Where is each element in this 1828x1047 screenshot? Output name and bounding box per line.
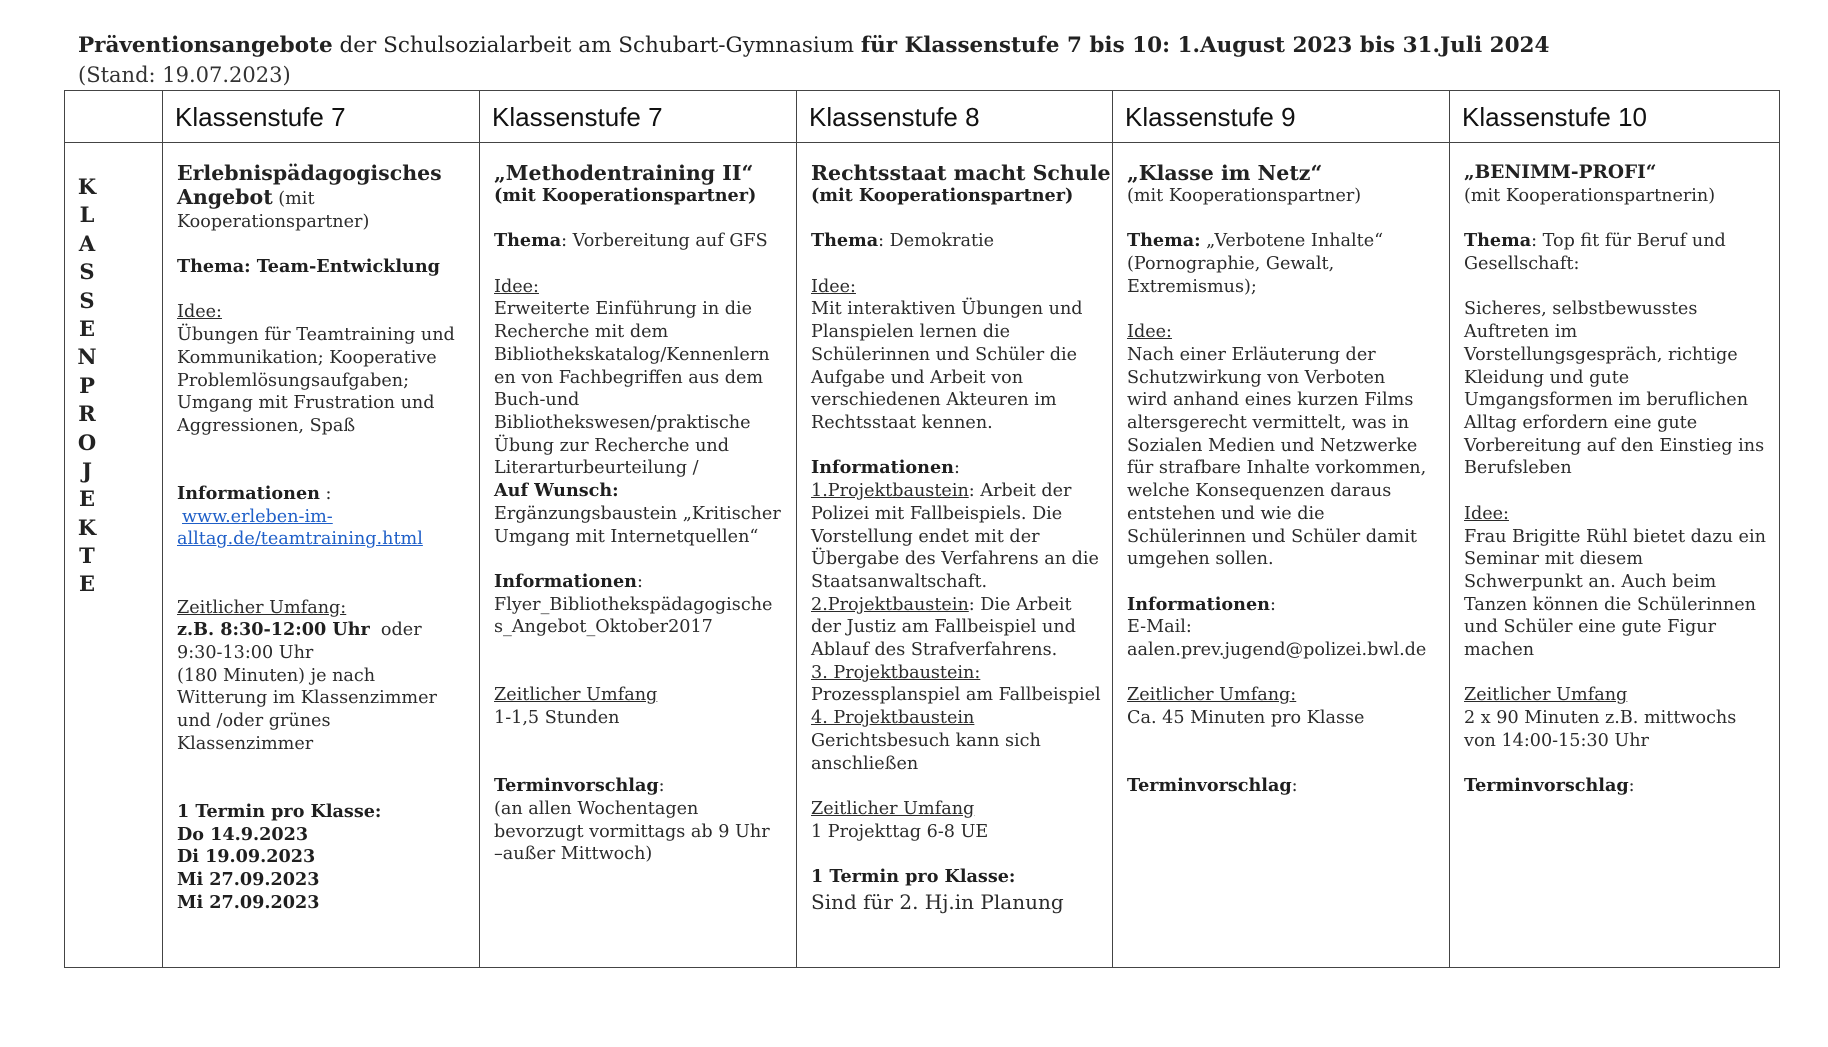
col2-idee-line: Literarturbeurteilung /	[494, 458, 699, 479]
col5-thema-line: Gesellschaft:	[1464, 254, 1580, 275]
col3-idee-label: Idee:	[811, 276, 856, 297]
col1-termin-date: Mi 27.09.2023	[177, 868, 320, 890]
col2-termin-line: –außer Mittwoch)	[494, 844, 653, 865]
col2-wunsch-label: Auf Wunsch:	[494, 480, 619, 502]
col4-thema-label: Thema:	[1127, 230, 1201, 252]
col5-termin-label: Terminvorschlag	[1464, 775, 1629, 797]
col3-baustein-4-label: 4. Projektbaustein	[811, 708, 975, 729]
col3-idee-line: Rechtsstaat kennen.	[811, 413, 993, 433]
col1-umfang-line: (180 Minuten) je nach	[177, 665, 376, 686]
col4-termin-colon: :	[1291, 776, 1298, 797]
teamtraining-link-cont[interactable]: alltag.de/teamtraining.html	[177, 529, 423, 550]
col4-info-line: E-Mail:	[1127, 617, 1192, 638]
col4-idee-line: Nach einer Erläuterung der	[1127, 344, 1376, 365]
col5-text-line: Vorstellungsgespräch, richtige	[1464, 344, 1738, 365]
col1-title: Erlebnispädagogisches	[177, 161, 442, 185]
col2-info-colon: :	[636, 571, 643, 592]
col4-title: „Klasse im Netz“	[1127, 161, 1323, 185]
col1-thema: Thema: Team-Entwicklung	[177, 256, 440, 278]
col4-idee-line: Sozialen Medien und Netzwerke	[1127, 435, 1418, 456]
title-bold-1: Präventionsangebote	[78, 33, 333, 58]
col3-baustein-3-label: 3. Projektbaustein:	[811, 662, 981, 683]
col2-wunsch-line: Umgang mit Internetquellen“	[494, 526, 759, 547]
col4-idee-line: umgehen sollen.	[1127, 549, 1274, 570]
col1-termin-date: Mi 27.09.2023	[177, 891, 320, 913]
side-letter: N	[77, 344, 97, 370]
col5-idee-label: Idee:	[1464, 503, 1509, 524]
col5-text-line: Vorbereitung auf den Einstieg ins	[1464, 435, 1765, 456]
col1-umfang-line: und /oder grünes	[177, 711, 331, 732]
col5-umfang-line: 2 x 90 Minuten z.B. mittwochs	[1464, 708, 1737, 729]
col1-idee-line: Übungen für Teamtraining und	[177, 325, 455, 346]
col1-info-label: Informationen	[177, 483, 320, 505]
side-letter: E	[78, 571, 95, 597]
col-erlebnispaedagogik	[177, 161, 477, 914]
col1-info-colon: :	[319, 484, 332, 505]
col3-idee-line: Schülerinnen und Schüler die	[811, 344, 1078, 365]
col1-title-b: Angebot	[177, 185, 273, 209]
col3-baustein-2-text: : Die Arbeit	[968, 594, 1072, 615]
col2-wunsch-line: Ergänzungsbaustein „Kritischer	[494, 503, 781, 524]
col3-umfang-label: Zeitlicher Umfang	[811, 798, 975, 819]
col4-thema-line: Extremismus);	[1127, 276, 1257, 297]
col2-idee-line: Übung zur Recherche und	[494, 435, 729, 456]
col3-idee-line: verschiedenen Akteuren im	[811, 390, 1057, 411]
header-klassenstufe-10: Klassenstufe 10	[1462, 102, 1648, 132]
col2-thema-label: Thema	[494, 230, 562, 252]
stand-date: (Stand: 19.07.2023)	[78, 63, 291, 87]
col2-idee-line: en von Fachbegriffen aus dem	[494, 367, 764, 388]
col4-umfang-label: Zeitlicher Umfang:	[1127, 685, 1297, 706]
col3-baustein-1-text: : Arbeit der	[968, 481, 1072, 502]
col2-idee-label: Idee:	[494, 276, 539, 297]
col3-baustein-1-label: 1.Projektbaustein	[811, 481, 969, 502]
header-klassenstufe-7b: Klassenstufe 7	[492, 102, 663, 132]
col-benimm-profi	[1464, 161, 1776, 798]
col1-umfang-line: Witterung im Klassenzimmer	[177, 688, 437, 709]
col1-umfang-oder: oder	[369, 620, 422, 641]
col4-email[interactable]: aalen.prev.jugend@polizei.bwl.de	[1127, 640, 1427, 661]
col1-idee-line: Kommunikation; Kooperative	[177, 347, 437, 368]
col3-subtitle: (mit Kooperationspartner)	[811, 185, 1074, 206]
col5-subtitle: (mit Kooperationspartnerin)	[1464, 186, 1716, 206]
side-letter: K	[77, 514, 97, 540]
col4-idee-line: entstehen und wie die	[1127, 503, 1325, 524]
side-letter: J	[82, 457, 92, 483]
klassenprojekte-vertical-label	[65, 173, 163, 599]
col3-baustein-4-line: anschließen	[811, 753, 919, 774]
col5-text-line: Umgangsformen im beruflichen	[1464, 390, 1749, 411]
col2-title: „Methodentraining II“	[494, 161, 754, 185]
col2-termin-label: Terminvorschlag	[494, 775, 659, 797]
col5-idee-line: Seminar mit diesem	[1464, 549, 1643, 570]
col3-title: Rechtsstaat macht Schule	[811, 161, 1111, 185]
col4-thema-line: (Pornographie, Gewalt,	[1127, 254, 1335, 275]
side-letter: P	[79, 372, 95, 398]
col5-text-line: Kleidung und gute	[1464, 367, 1630, 388]
side-letter: E	[78, 315, 95, 341]
col4-thema-text: „Verbotene Inhalte“	[1200, 231, 1384, 252]
col4-subtitle: (mit Kooperationspartner)	[1127, 186, 1362, 206]
col-divider-5	[1449, 91, 1450, 967]
header-divider	[65, 142, 1779, 143]
col3-baustein-2-line: Ablauf des Strafverfahrens.	[811, 640, 1058, 661]
col1-umfang-line: 9:30-13:00 Uhr	[177, 642, 314, 663]
col3-baustein-3-line: Prozessplanspiel am Fallbeispiel	[811, 685, 1101, 706]
col3-termin-label: 1 Termin pro Klasse:	[811, 866, 1016, 888]
side-letter: L	[79, 202, 95, 228]
col4-idee-line: welche Konsequenzen daraus	[1127, 481, 1392, 502]
col2-idee-line: Bibliothekswesen/praktische	[494, 413, 751, 433]
col2-termin-line: (an allen Wochentagen	[494, 798, 699, 819]
col3-umfang-text: 1 Projekttag 6-8 UE	[811, 821, 989, 842]
col1-idee-label: Idee:	[177, 302, 222, 323]
col1-idee-line: Aggressionen, Spaß	[177, 416, 356, 436]
side-letter: O	[77, 429, 97, 455]
col3-info-colon: :	[953, 458, 960, 479]
col1-idee-line: Umgang mit Frustration und	[177, 393, 435, 414]
col4-info-colon: :	[1269, 594, 1276, 615]
col3-idee-line: Aufgabe und Arbeit von	[811, 367, 1024, 388]
col4-idee-line: Schülerinnen und Schüler damit	[1127, 526, 1417, 547]
col3-baustein-1-line: Übergabe des Verfahrens an die	[811, 549, 1099, 570]
side-letter: S	[79, 287, 95, 313]
col5-idee-line: und Schüler eine gute Figur	[1464, 617, 1717, 638]
col4-termin-label: Terminvorschlag	[1127, 775, 1292, 797]
col3-termin-text: Sind für 2. Hj.in Planung	[811, 889, 1064, 914]
col3-idee-line: Mit interaktiven Übungen und	[811, 299, 1083, 320]
col2-idee-line: Buch-und	[494, 390, 580, 411]
document-title	[78, 32, 1549, 59]
col2-termin-line: bevorzugt vormittags ab 9 Uhr	[494, 821, 770, 842]
col3-baustein-2-label: 2.Projektbaustein	[811, 594, 969, 615]
side-letter: K	[77, 174, 97, 199]
col5-umfang-line: von 14:00-15:30 Uhr	[1464, 730, 1649, 751]
col-methodentraining	[494, 161, 794, 866]
title-normal: der Schulsozialarbeit am Schubart-Gymnasium	[332, 33, 861, 58]
title-bold-2: für Klassenstufe 7 bis 10: 1.August 2023 bis 31.Juli 2024	[860, 33, 1550, 58]
col5-umfang-label: Zeitlicher Umfang	[1464, 685, 1628, 706]
col5-idee-line: machen	[1464, 640, 1535, 661]
col4-idee-label: Idee:	[1127, 322, 1172, 343]
col-divider-4	[1112, 91, 1113, 967]
col2-idee-line: Recherche mit dem	[494, 322, 669, 343]
col3-baustein-2-line: der Justiz am Fallbeispiel und	[811, 617, 1076, 638]
col3-baustein-1-line: Staatsanwaltschaft.	[811, 571, 988, 592]
header-klassenstufe-7a: Klassenstufe 7	[175, 102, 346, 132]
col2-idee-line: Erweiterte Einführung in die	[494, 299, 753, 320]
col5-termin-colon: :	[1628, 776, 1635, 797]
col1-termin-date: Di 19.09.2023	[177, 846, 316, 868]
col4-info-label: Informationen	[1127, 593, 1270, 615]
col2-info-label: Informationen	[494, 570, 637, 592]
col-klasse-im-netz	[1127, 161, 1447, 798]
col-divider-2	[479, 91, 480, 967]
col3-baustein-4-line: Gerichtsbesuch kann sich	[811, 730, 1041, 751]
col1-title-c: (mit	[272, 189, 315, 209]
side-letter: S	[79, 259, 95, 285]
col2-info-line: Flyer_Bibliothekspädagogische	[494, 594, 773, 615]
side-letter: R	[78, 401, 96, 427]
col4-idee-line: für strafbare Inhalte vorkommen,	[1127, 458, 1427, 479]
col1-umfang-label: Zeitlicher Umfang:	[177, 597, 347, 618]
col5-idee-line: Schwerpunkt an. Auch beim	[1464, 571, 1717, 592]
col5-title: „BENIMM-PROFI“	[1464, 162, 1657, 183]
col4-idee-line: altersgerecht vermittelt, was in	[1127, 413, 1410, 433]
col1-termin-date: Do 14.9.2023	[177, 823, 309, 845]
col4-idee-line: Schutzwirkung von Verboten	[1127, 367, 1386, 388]
col1-subtitle: Kooperationspartner)	[177, 211, 370, 232]
col1-idee-line: Problemlösungsaufgaben;	[177, 370, 410, 391]
col3-baustein-1-line: Vorstellung endet mit der	[811, 526, 1040, 547]
col2-subtitle: (mit Kooperationspartner)	[494, 185, 757, 206]
col5-idee-line: Tanzen können die Schülerinnen	[1464, 594, 1756, 615]
col4-umfang-text: Ca. 45 Minuten pro Klasse	[1127, 708, 1365, 729]
header-klassenstufe-8: Klassenstufe 8	[809, 102, 980, 132]
col2-termin-colon: :	[658, 776, 665, 797]
col-divider-3	[796, 91, 797, 967]
side-letter: T	[79, 543, 95, 569]
col1-umfang-time: z.B. 8:30-12:00 Uhr	[177, 619, 370, 641]
side-letter: E	[78, 486, 95, 512]
col2-umfang-label: Zeitlicher Umfang	[494, 685, 658, 706]
program-table	[64, 90, 1780, 968]
col5-thema-label: Thema	[1464, 230, 1532, 252]
col2-info-line: s_Angebot_Oktober2017	[494, 617, 713, 638]
col5-text-line: Auftreten im	[1464, 322, 1578, 343]
col2-idee-line: Bibliothekskatalog/Kennenlern	[494, 344, 770, 365]
col-rechtsstaat	[811, 161, 1111, 915]
col4-idee-line: wird anhand eines kurzen Films	[1127, 390, 1414, 411]
col2-thema-text: : Vorbereitung auf GFS	[561, 231, 768, 252]
col5-idee-line: Frau Brigitte Rühl bietet dazu ein	[1464, 526, 1766, 547]
teamtraining-link[interactable]: www.erleben-im-	[182, 506, 333, 527]
col2-umfang-text: 1-1,5 Stunden	[494, 708, 620, 729]
col5-text-line: Alltag erfordern eine gute	[1464, 413, 1698, 433]
col5-thema-text: : Top fit für Beruf und	[1531, 231, 1726, 252]
col3-baustein-1-line: Polizei mit Fallbeispiels. Die	[811, 503, 1063, 524]
col3-thema-label: Thema	[811, 230, 879, 252]
col3-thema-text: : Demokratie	[878, 231, 995, 252]
col3-info-label: Informationen	[811, 457, 954, 479]
col3-idee-line: Planspielen lernen die	[811, 322, 1010, 343]
col5-text-line: Sicheres, selbstbewusstes	[1464, 299, 1698, 320]
side-letter: A	[78, 230, 96, 256]
header-klassenstufe-9: Klassenstufe 9	[1125, 102, 1296, 132]
col1-umfang-line: Klassenzimmer	[177, 733, 314, 754]
col1-termin-label: 1 Termin pro Klasse:	[177, 800, 382, 822]
col5-text-line: Berufsleben	[1464, 458, 1572, 479]
